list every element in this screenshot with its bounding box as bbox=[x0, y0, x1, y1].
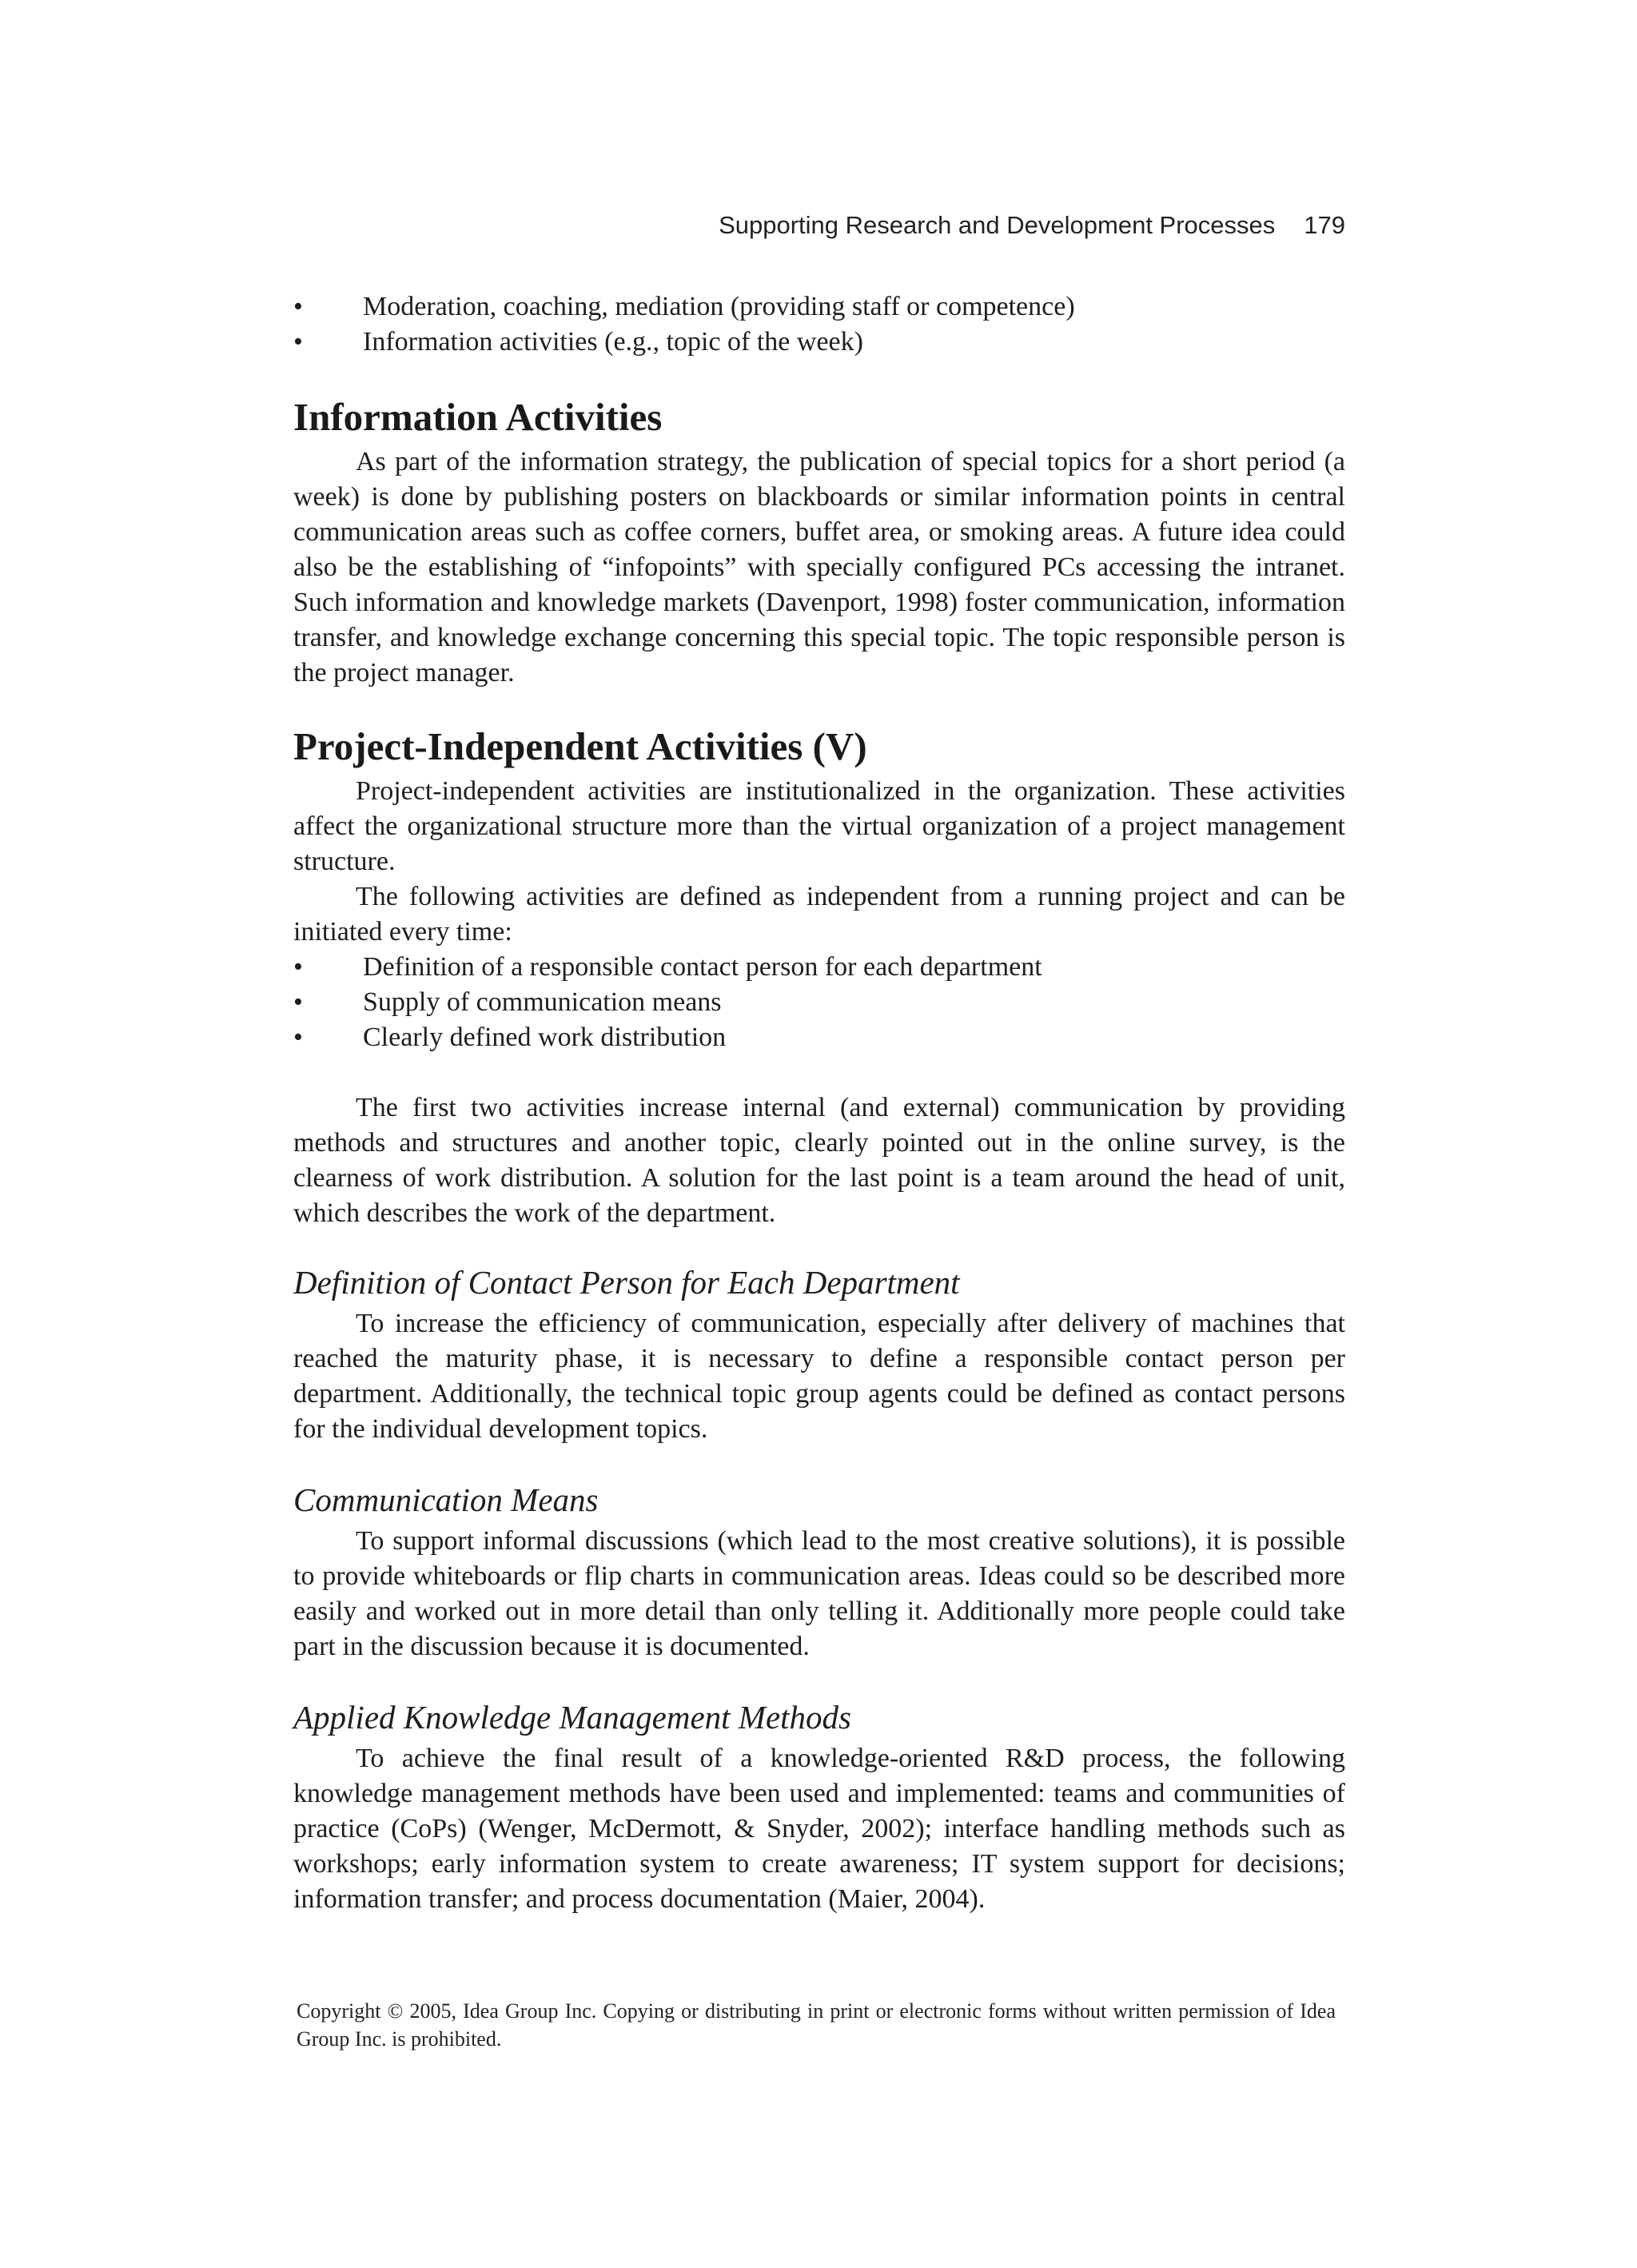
paragraph-project-independent-3: The first two activities increase internal (and external) communication by providing methods and structures and another topic, clearly pointed out in the online survey, is the clearness of work distribution. A solution for the last point is a team around the head of unit, which describes the work of the department. bbox=[293, 1093, 1345, 1228]
running-head-title: Supporting Research and Development Processes bbox=[719, 211, 1276, 239]
paragraph-project-independent-1: Project-independent activities are institutionalized in the organization. These activities affect the organizational structure more than the virtual organization of a project management structure. bbox=[293, 776, 1345, 876]
bullet-icon: • bbox=[293, 987, 303, 1017]
copyright-notice: Copyright © 2005, Idea Group Inc. Copying or distributing in print or electronic forms without written permission of Idea Group Inc. is prohibited. bbox=[297, 1999, 1336, 2051]
bullet-icon: • bbox=[293, 952, 303, 982]
list-item: • Information activities (e.g., topic of the week) bbox=[293, 325, 1345, 360]
list-item: • Moderation, coaching, mediation (providing staff or competence) bbox=[293, 289, 1345, 325]
list-item: • Clearly defined work distribution bbox=[293, 1020, 1345, 1055]
heading-contact-person: Definition of Contact Person for Each Department bbox=[293, 1264, 960, 1301]
activities-bullet-list bbox=[293, 950, 1345, 1055]
top-bullet-list bbox=[293, 289, 1345, 360]
bullet-icon: • bbox=[293, 1022, 303, 1052]
bullet-icon: • bbox=[293, 292, 303, 321]
heading-communication-means: Communication Means bbox=[293, 1481, 599, 1518]
bullet-icon: • bbox=[293, 327, 303, 357]
paragraph-communication-means: To support informal discussions (which lead to the most creative solutions), it is possible to provide whiteboards or flip charts in communication areas. Ideas could so be described more easily and worked out in more detail than only telling it. Additionally more people could take part in the discussion because it is documented. bbox=[293, 1526, 1345, 1661]
list-item: • Definition of a responsible contact person for each department bbox=[293, 950, 1345, 985]
paragraph-project-independent-2: The following activities are defined as independent from a running project and can be initiated every time: bbox=[293, 882, 1345, 947]
running-head bbox=[719, 209, 1345, 241]
paragraph-information-activities: As part of the information strategy, the publication of special topics for a short period (a week) is done by publishing posters on blackboards or similar information points in central communication areas such as coffee corners, buffet area, or smoking areas. A future idea could also be the establishing of “infopoints” with specially configured PCs accessing the intranet. Such information and knowledge markets (Davenport, 1998) foster communication, information transfer, and knowledge exchange concerning this special topic. The topic responsible person is the project manager. bbox=[293, 447, 1345, 688]
heading-project-independent: Project-Independent Activities (V) bbox=[293, 724, 867, 768]
heading-information-activities: Information Activities bbox=[293, 395, 663, 439]
page-number: 179 bbox=[1304, 211, 1345, 239]
heading-km-methods: Applied Knowledge Management Methods bbox=[293, 1699, 852, 1736]
list-item: • Supply of communication means bbox=[293, 985, 1345, 1020]
paragraph-km-methods: To achieve the final result of a knowledge-oriented R&D process, the following knowledge management methods have been used and implemented: teams and communities of practice (CoPs) (Wenger, McDermott, & Snyder, 2002); interface handling methods such as workshops; early information system to create awareness; IT system support for decisions; information transfer; and process documentation (Maier, 2004). bbox=[293, 1744, 1345, 1914]
paragraph-contact-person: To increase the efficiency of communication, especially after delivery of machines that reached the maturity phase, it is necessary to define a responsible contact person per department. Additionally, the technical topic group agents could be defined as contact persons for the individual development topics. bbox=[293, 1309, 1345, 1444]
